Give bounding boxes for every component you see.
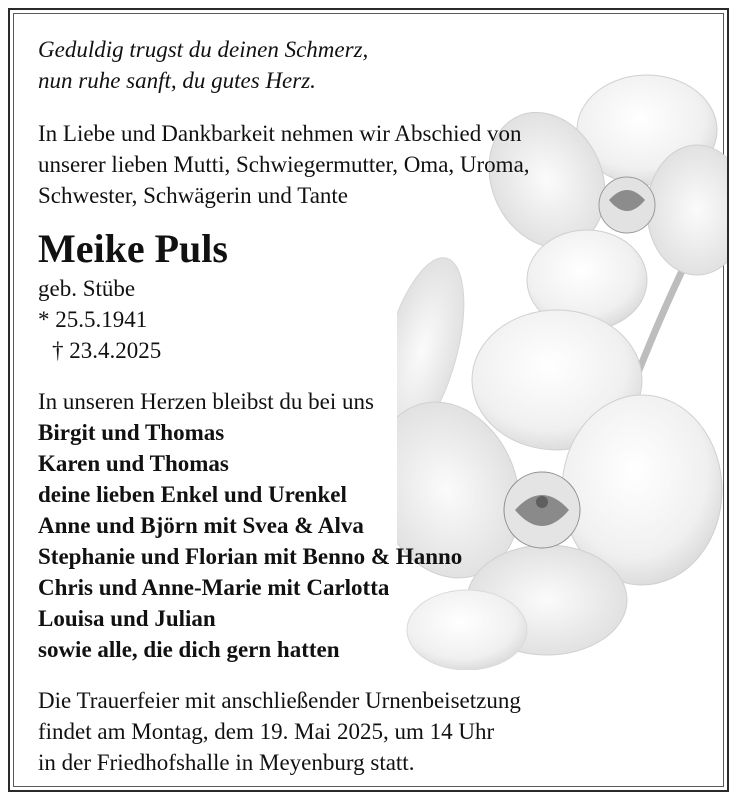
birth-date: * 25.5.1941	[38, 307, 148, 332]
family-member: Louisa und Julian	[38, 606, 216, 631]
verse-line: nun ruhe sanft, du gutes Herz.	[38, 68, 316, 93]
family-member: Birgit und Thomas	[38, 420, 225, 445]
family-member: deine lieben Enkel und Urenkel	[38, 482, 347, 507]
verse-line: Geduldig trugst du deinen Schmerz,	[38, 37, 369, 62]
obituary-frame	[8, 8, 729, 792]
ceremony-line: findet am Montag, dem 19. Mai 2025, um 14 Uhr	[38, 719, 495, 744]
family-member: Stephanie und Florian mit Benno & Hanno	[38, 544, 463, 569]
deceased-name: Meike Puls	[38, 226, 228, 271]
family-member: Karen und Thomas	[38, 451, 229, 476]
family-member: Anne und Björn mit Svea & Alva	[38, 513, 364, 538]
ceremony-info	[38, 685, 707, 778]
family-member: Chris und Anne-Marie mit Carlotta	[38, 575, 390, 600]
life-dates	[38, 304, 707, 366]
family-list	[38, 386, 707, 665]
ceremony-line: Die Trauerfeier mit anschließender Urnenbeisetzung	[38, 688, 521, 713]
death-date: † 23.4.2025	[52, 338, 162, 363]
family-lead: In unseren Herzen bleibst du bei uns	[38, 389, 374, 414]
ceremony-line: in der Friedhofshalle in Meyenburg statt.	[38, 750, 415, 775]
intro-line: Schwester, Schwägerin und Tante	[38, 183, 349, 208]
deceased-details	[38, 273, 707, 366]
family-member: sowie alle, die dich gern hatten	[38, 637, 340, 662]
obituary-content	[38, 34, 707, 778]
intro-line: unserer lieben Mutti, Schwiegermutter, Oma, Uroma,	[38, 152, 530, 177]
intro-text	[38, 118, 707, 211]
intro-line: In Liebe und Dankbarkeit nehmen wir Abschied von	[38, 121, 522, 146]
maiden-name: geb. Stübe	[38, 276, 136, 301]
verse	[38, 34, 707, 96]
